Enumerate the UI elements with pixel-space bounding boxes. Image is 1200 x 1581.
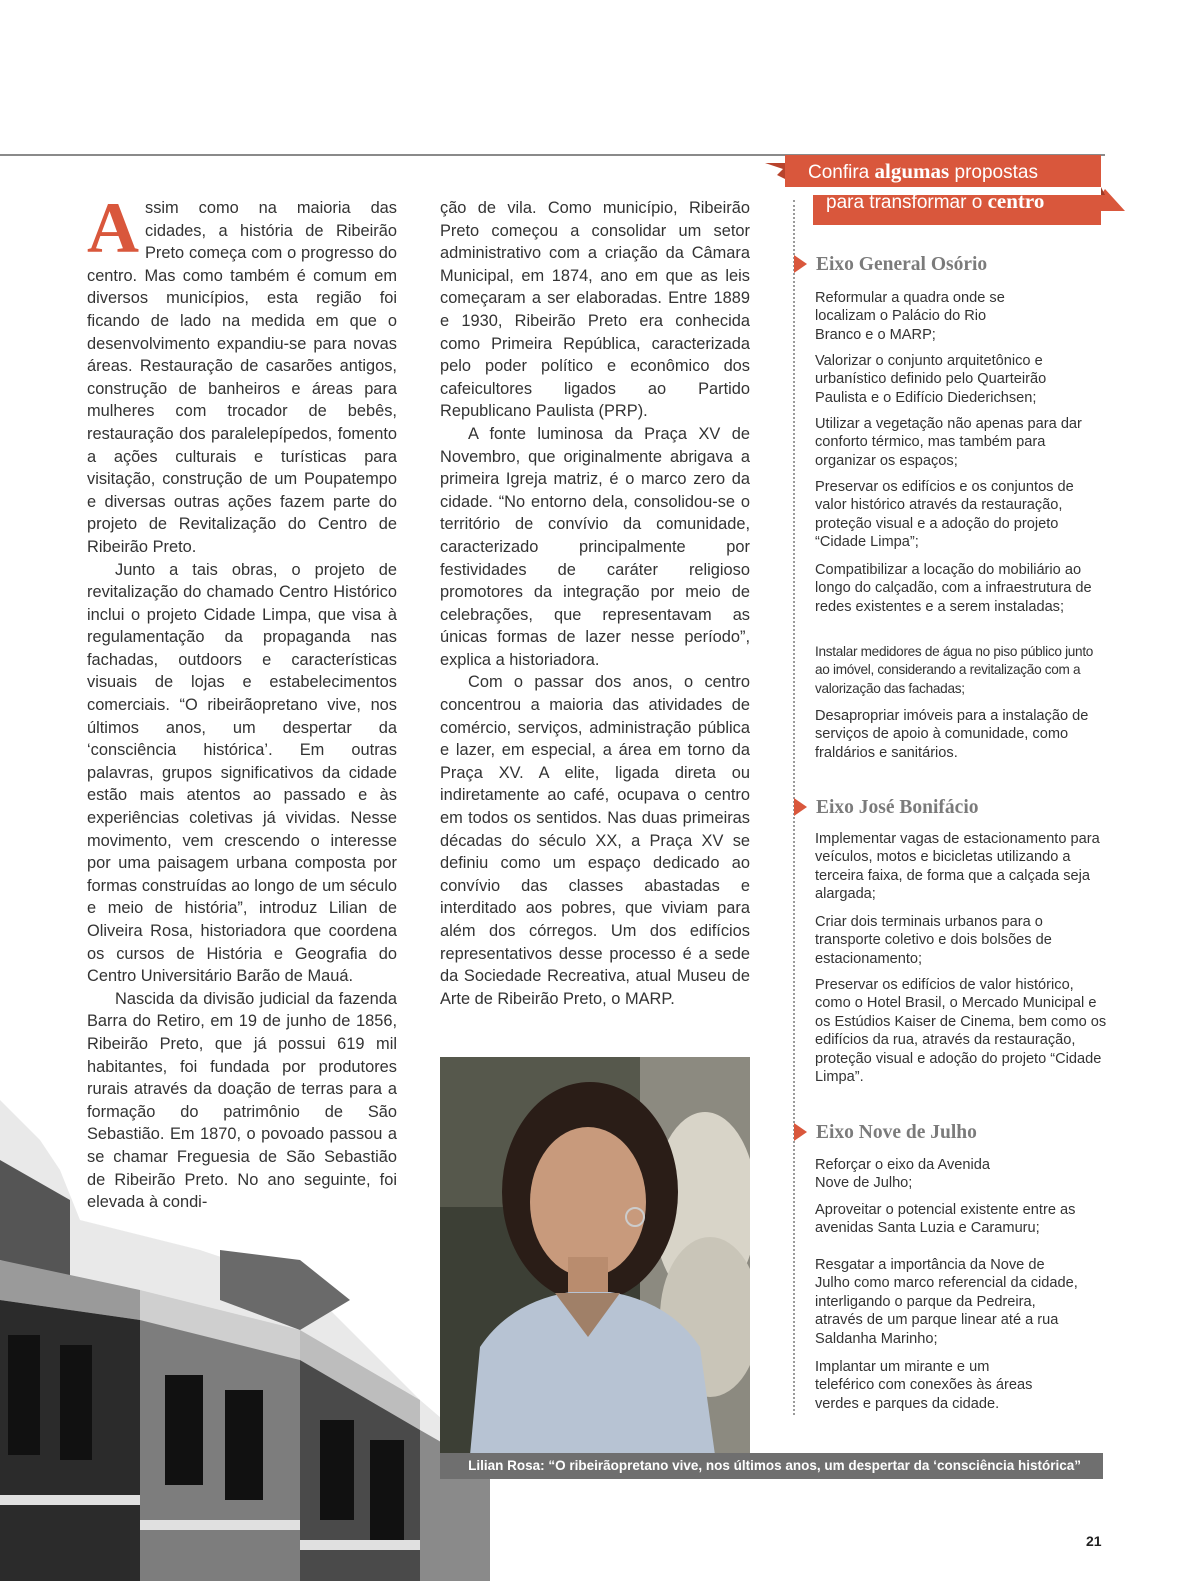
proposal-item: Reforçar o eixo da Avenida Nove de Julho;	[815, 1157, 990, 1192]
proposal-item: Implementar vagas de estacionamento para veículos, motos e bicicletas utilizando a terceira faixa, de forma que a calçada seja alargada;	[815, 831, 1100, 903]
triangle-bullet-icon	[794, 255, 807, 273]
paragraph: Nascida da divisão judicial da fazenda Barra do Retiro, em 19 de junho de 1856, Ribeirão Preto, que já possui 619 mil habitantes, foi fundada por produtores rurais através da doação de terras para a formação do patrimônio de São Sebastião. Em 1870, o povoado passou a se chamar Freguesia de São Sebastião de Ribeirão Preto. No ano seguinte, foi elevada à condi-	[87, 989, 397, 1212]
proposal-item: Criar dois terminais urbanos para o transporte coletivo e dois bolsões de estacionamento;	[815, 914, 1052, 967]
proposal-item: Resgatar a importância da Nove de Julho como marco referencial da cidade, interligando o parque da Pedreira, através de um parque linear até a rua Saldanha Marinho;	[815, 1257, 1078, 1347]
paragraph: ção de vila. Como município, Ribeirão Preto começou a consolidar um setor administrativo com a criação da Câmara Municipal, em 1874, ano em que as leis começaram a ser elaboradas. Entre 1889 e 1930, Ribeirão Preto era conhecida como Primeira República, caracterizada pelo poder político e econômico dos cafeicultores ligados ao Partido Republicano Paulista (PRP).	[440, 199, 750, 421]
proposal-item: Desapropriar imóveis para a instalação de serviços de apoio à comunidade, como fraldários e sanitários.	[815, 708, 1089, 761]
banner-title-line-1: Confira algumas propostas	[808, 159, 1038, 183]
paragraph: A fonte luminosa da Praça XV de Novembro, que originalmente abrigava a primeira Igreja matriz, é o marco zero da cidade. “No entorno dela, consolidou-se o território de convívio da comunidade, caracterizado principalmente por festividades de caráter religioso promotores da integração por meio de celebrações, que representavam as únicas formas de lazer nesse período”, explica a historiadora.	[440, 424, 750, 669]
proposal-item: Preservar os edifícios de valor histórico, como o Hotel Brasil, o Mercado Municipal e os Estúdios Kaiser de Cinema, bem como os edifícios da rua, através da restauração, proteção visual e adoção do projeto “Cidade Limpa”.	[815, 977, 1107, 1086]
paragraph: Assim como na maioria das cidades, a história de Ribeirão Preto começa com o progresso do centro. Mas como também é comum em diversos municípios, esta região foi ficando de lado na medida em que o desenvolvimento expandiu-se para novas áreas. Restauração de casarões antigos, construção de banheiros e áreas para mulheres com trocador de bebês, restauração dos paralelepípedos, fomento a ações culturais e turísticas para visitação, construção de um Poupatempo e diversas outras ações fazem parte do projeto de Revitalização do Centro de Ribeirão Preto.	[87, 188, 397, 556]
section-heading: Eixo General Osório	[794, 254, 987, 276]
portrait-photo	[440, 1057, 750, 1455]
page-number: 21	[1086, 1533, 1102, 1549]
proposal-item: Preservar os edifícios e os conjuntos de valor histórico através da restauração, proteção visual e a adoção do projeto “Cidade Limpa”;	[815, 479, 1074, 551]
historic-building-image	[0, 1100, 490, 1581]
article-column-1	[87, 188, 397, 1214]
section-heading: Eixo Nove de Julho	[794, 1122, 977, 1144]
triangle-bullet-icon	[794, 1123, 807, 1141]
proposal-item: Valorizar o conjunto arquitetônico e urbanístico definido pelo Quarteirão Paulista e o Edifício Diederichsen;	[815, 353, 1047, 406]
proposal-item: Aproveitar o potencial existente entre as avenidas Santa Luzia e Caramuru;	[815, 1202, 1076, 1237]
paragraph: Junto a tais obras, o projeto de revitalização do chamado Centro Histórico inclui o projeto Cidade Limpa, que visa à regulamentação da propaganda nas fachadas, outdoors e características visuais de lojas e estabelecimentos comerciais. “O ribeirãopretano vive, nos últimos anos, um despertar da ‘consciência histórica’. Em outras palavras, grupos significativos da cidade estão mais atentos ao passado e às experiências coletivas já vividas. Nesse movimento, vem crescendo o interesse por uma paisagem urbana composta por formas construídas ao longo de um século e meio de história”, introduz Lilian de Oliveira Rosa, historiadora que coordena os cursos de História e Geografia do Centro Universitário Barão de Mauá.	[87, 560, 397, 986]
proposal-item: Implantar um mirante e um teleférico com conexões às áreas verdes e parques da cidade.	[815, 1359, 1033, 1412]
banner-title-line-2: para transformar o centro	[826, 189, 1045, 213]
triangle-bullet-icon	[794, 798, 807, 816]
photo-caption: Lilian Rosa: “O ribeirãopretano vive, nos últimos anos, um despertar da ‘consciência histórica”	[440, 1453, 1103, 1479]
proposal-item: Utilizar a vegetação não apenas para dar conforto térmico, mas também para organizar os espaços;	[815, 416, 1082, 469]
paragraph: Com o passar dos anos, o centro concentrou a maioria das atividades de comércio, serviços, administração pública e lazer, em especial, a área em torno da Praça XV. A elite, ligada direta ou indiretamente ao café, ocupava o centro em todos os sentidos. Nas duas primeiras décadas do século XX, a Praça XV se definiu como um espaço dedicado ao convívio das classes abastadas e interditado aos pobres, que viviam para além dos córregos. Um dos edifícios representativos desse processo é a sede da Sociedade Recreativa, atual Museu de Arte de Ribeirão Preto, o MARP.	[440, 673, 750, 1008]
proposal-item: Compatibilizar a locação do mobiliário ao longo do calçadão, com a infraestrutura de redes existentes e a serem instaladas;	[815, 562, 1092, 615]
article-column-2	[440, 197, 750, 1010]
proposal-item: Reformular a quadra onde se localizam o Palácio do Rio Branco e o MARP;	[815, 290, 1005, 343]
section-heading: Eixo José Bonifácio	[794, 797, 979, 819]
drop-cap: A	[87, 188, 139, 268]
proposal-item: Instalar medidores de água no piso público junto ao imóvel, considerando a revitalização com a valorização das fachadas;	[815, 644, 1094, 696]
